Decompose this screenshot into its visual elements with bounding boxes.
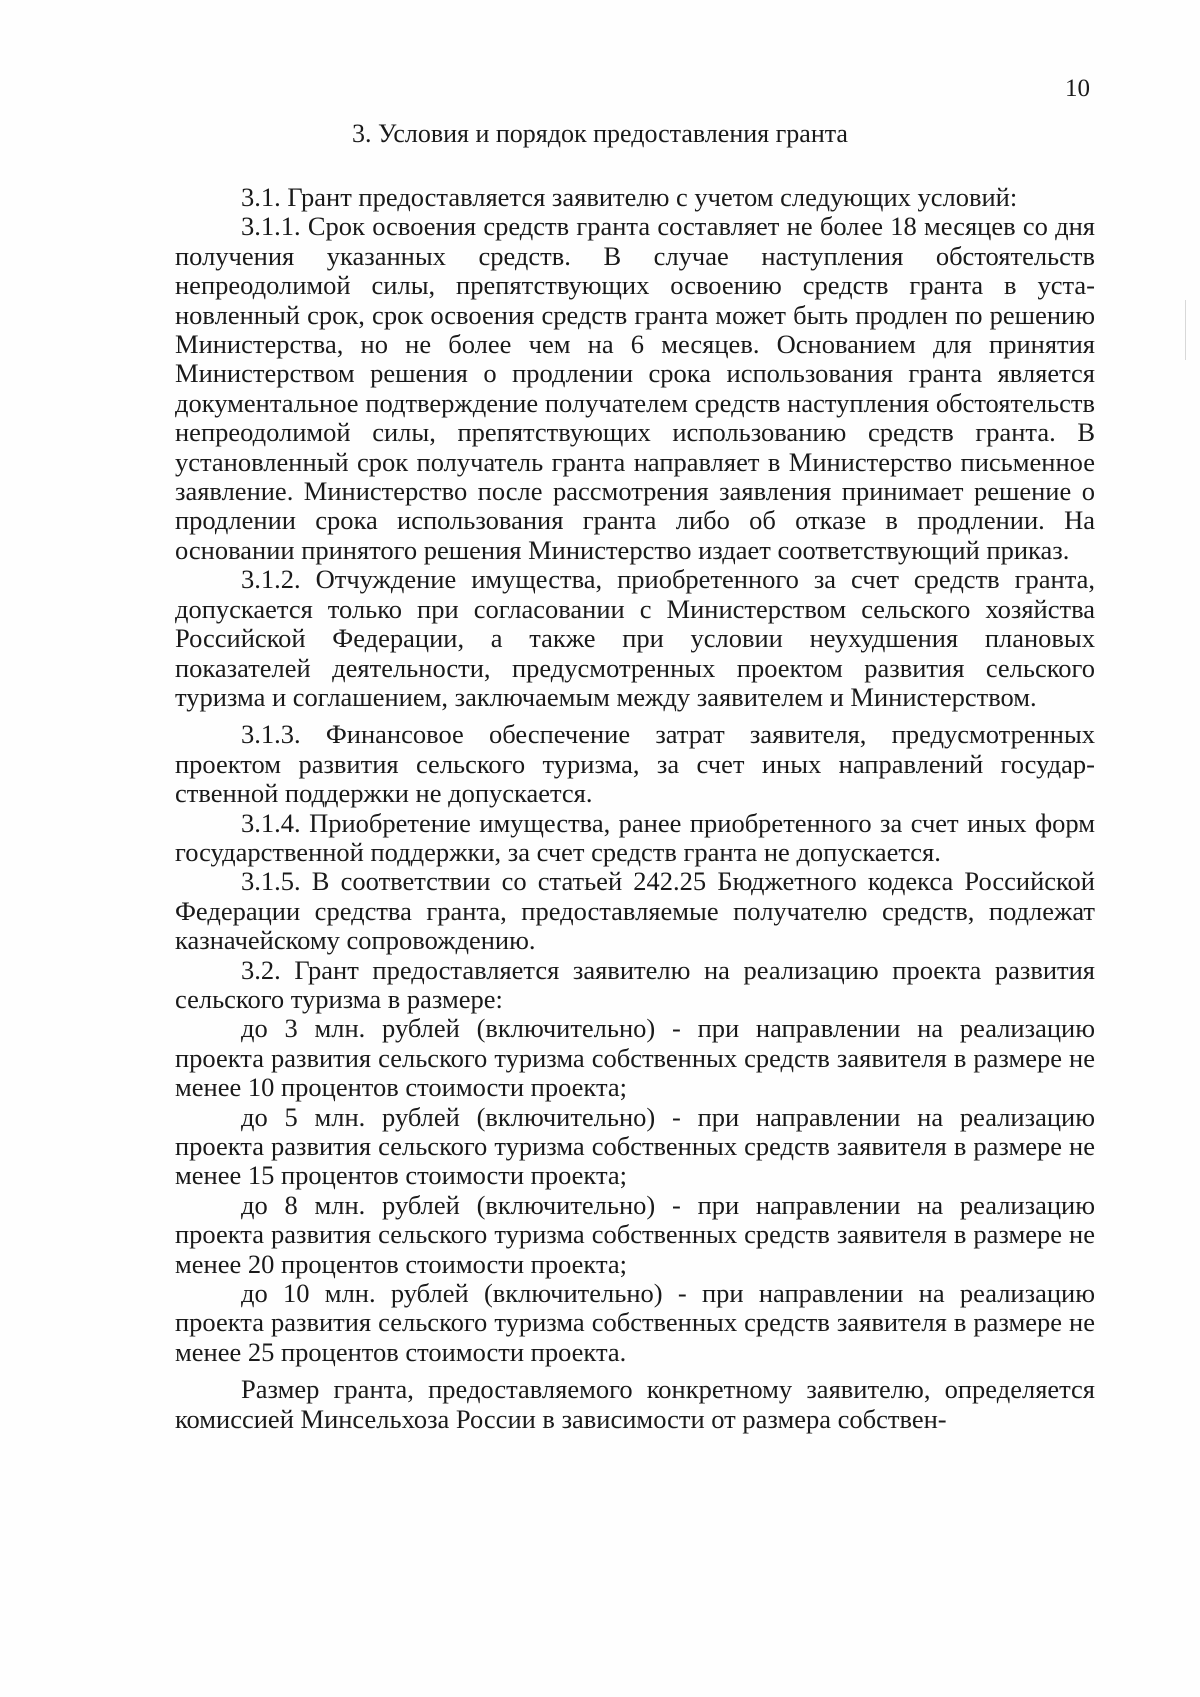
paragraph-3-1-2: 3.1.2. Отчуждение имущества, приобретенного за счет средств гранта, допускается только при согласовании с Министерством сельского хозяйства Российской Федерации, а также при условии неухудшения плановых показателей деятельности, предусмотренных проектом развития сельского туризма и соглашением, заключаемым между заявителем и Министерством. [175, 564, 1095, 712]
paragraph-3-1-1: 3.1.1. Срок освоения средств гранта составляет не более 18 месяцев со дня получения указанных средств. В случае наступления обстоятельств непреодолимой силы, препятствующих освоению средств гранта в установленный срок, срок освоения средств гранта может быть продлен по решению Министерства, но не более чем на 6 месяцев. Основанием для принятия Министерством решения о продлении срока использования гранта является документальное подтверждение получателем средств наступления обстоятельств непреодолимой силы, препятствующих использованию средств гранта. В установленный срок получатель гранта направляет в Министерство письменное заявление. Министерство после рассмотрения заявления принимает решение о продлении срока использования гранта либо об отказе в продлении. На основании принятого решения Министерство издает соответствующий приказ. [175, 211, 1095, 565]
list-item-grant-tier-3: до 8 млн. рублей (включительно) - при направлении на реализацию проекта развития сельского туризма собственных средств заявителя в размере не менее 20 процентов стоимости проекта; [175, 1189, 1095, 1279]
section-title: 3. Условия и порядок предоставления гранта [352, 119, 848, 148]
paragraph-3-1-4: 3.1.4. Приобретение имущества, ранее приобретенного за счет иных форм государственной поддержки, за счет средств гранта не допускается. [175, 807, 1095, 867]
list-item-grant-tier-1: до 3 млн. рублей (включительно) - при направлении на реализацию проекта развития сельского туризма собственных средств заявителя в размере не менее 10 процентов стоимости проекта; [175, 1013, 1095, 1103]
paragraph-3-1-5: 3.1.5. В соответствии со статьей 242.25 Бюджетного кодекса Российской Федерации средства гранта, предоставляемые получателю средств, подлежат казначейскому сопровождению. [175, 866, 1095, 956]
paragraph-3-1: 3.1. Грант предоставляется заявителю с учетом следующих условий: [241, 182, 1018, 212]
document-body [175, 183, 1095, 1434]
scan-artifact-line [1185, 300, 1186, 360]
page-number: 10 [1065, 75, 1090, 102]
paragraph-grant-size: Размер гранта, предоставляемого конкретному заявителю, определяется комиссией Минсельхоза России в зависимости от размера собствен- [175, 1374, 1095, 1434]
paragraph-3-1-3: 3.1.3. Финансовое обеспечение затрат заявителя, предусмотренных проектом развития сельского туризма, за счет иных направлений государственной поддержки не допускается. [175, 719, 1095, 809]
list-item-grant-tier-2: до 5 млн. рублей (включительно) - при направлении на реализацию проекта развития сельского туризма собственных средств заявителя в размере не менее 15 процентов стоимости проекта; [175, 1101, 1095, 1191]
list-item-grant-tier-4: до 10 млн. рублей (включительно) - при направлении на реализацию проекта развития сельского туризма собственных средств заявителя в размере не менее 25 процентов стоимости проекта. [175, 1278, 1095, 1367]
paragraph-3-2: 3.2. Грант предоставляется заявителю на реализацию проекта развития сельского туризма в размере: [175, 954, 1095, 1014]
